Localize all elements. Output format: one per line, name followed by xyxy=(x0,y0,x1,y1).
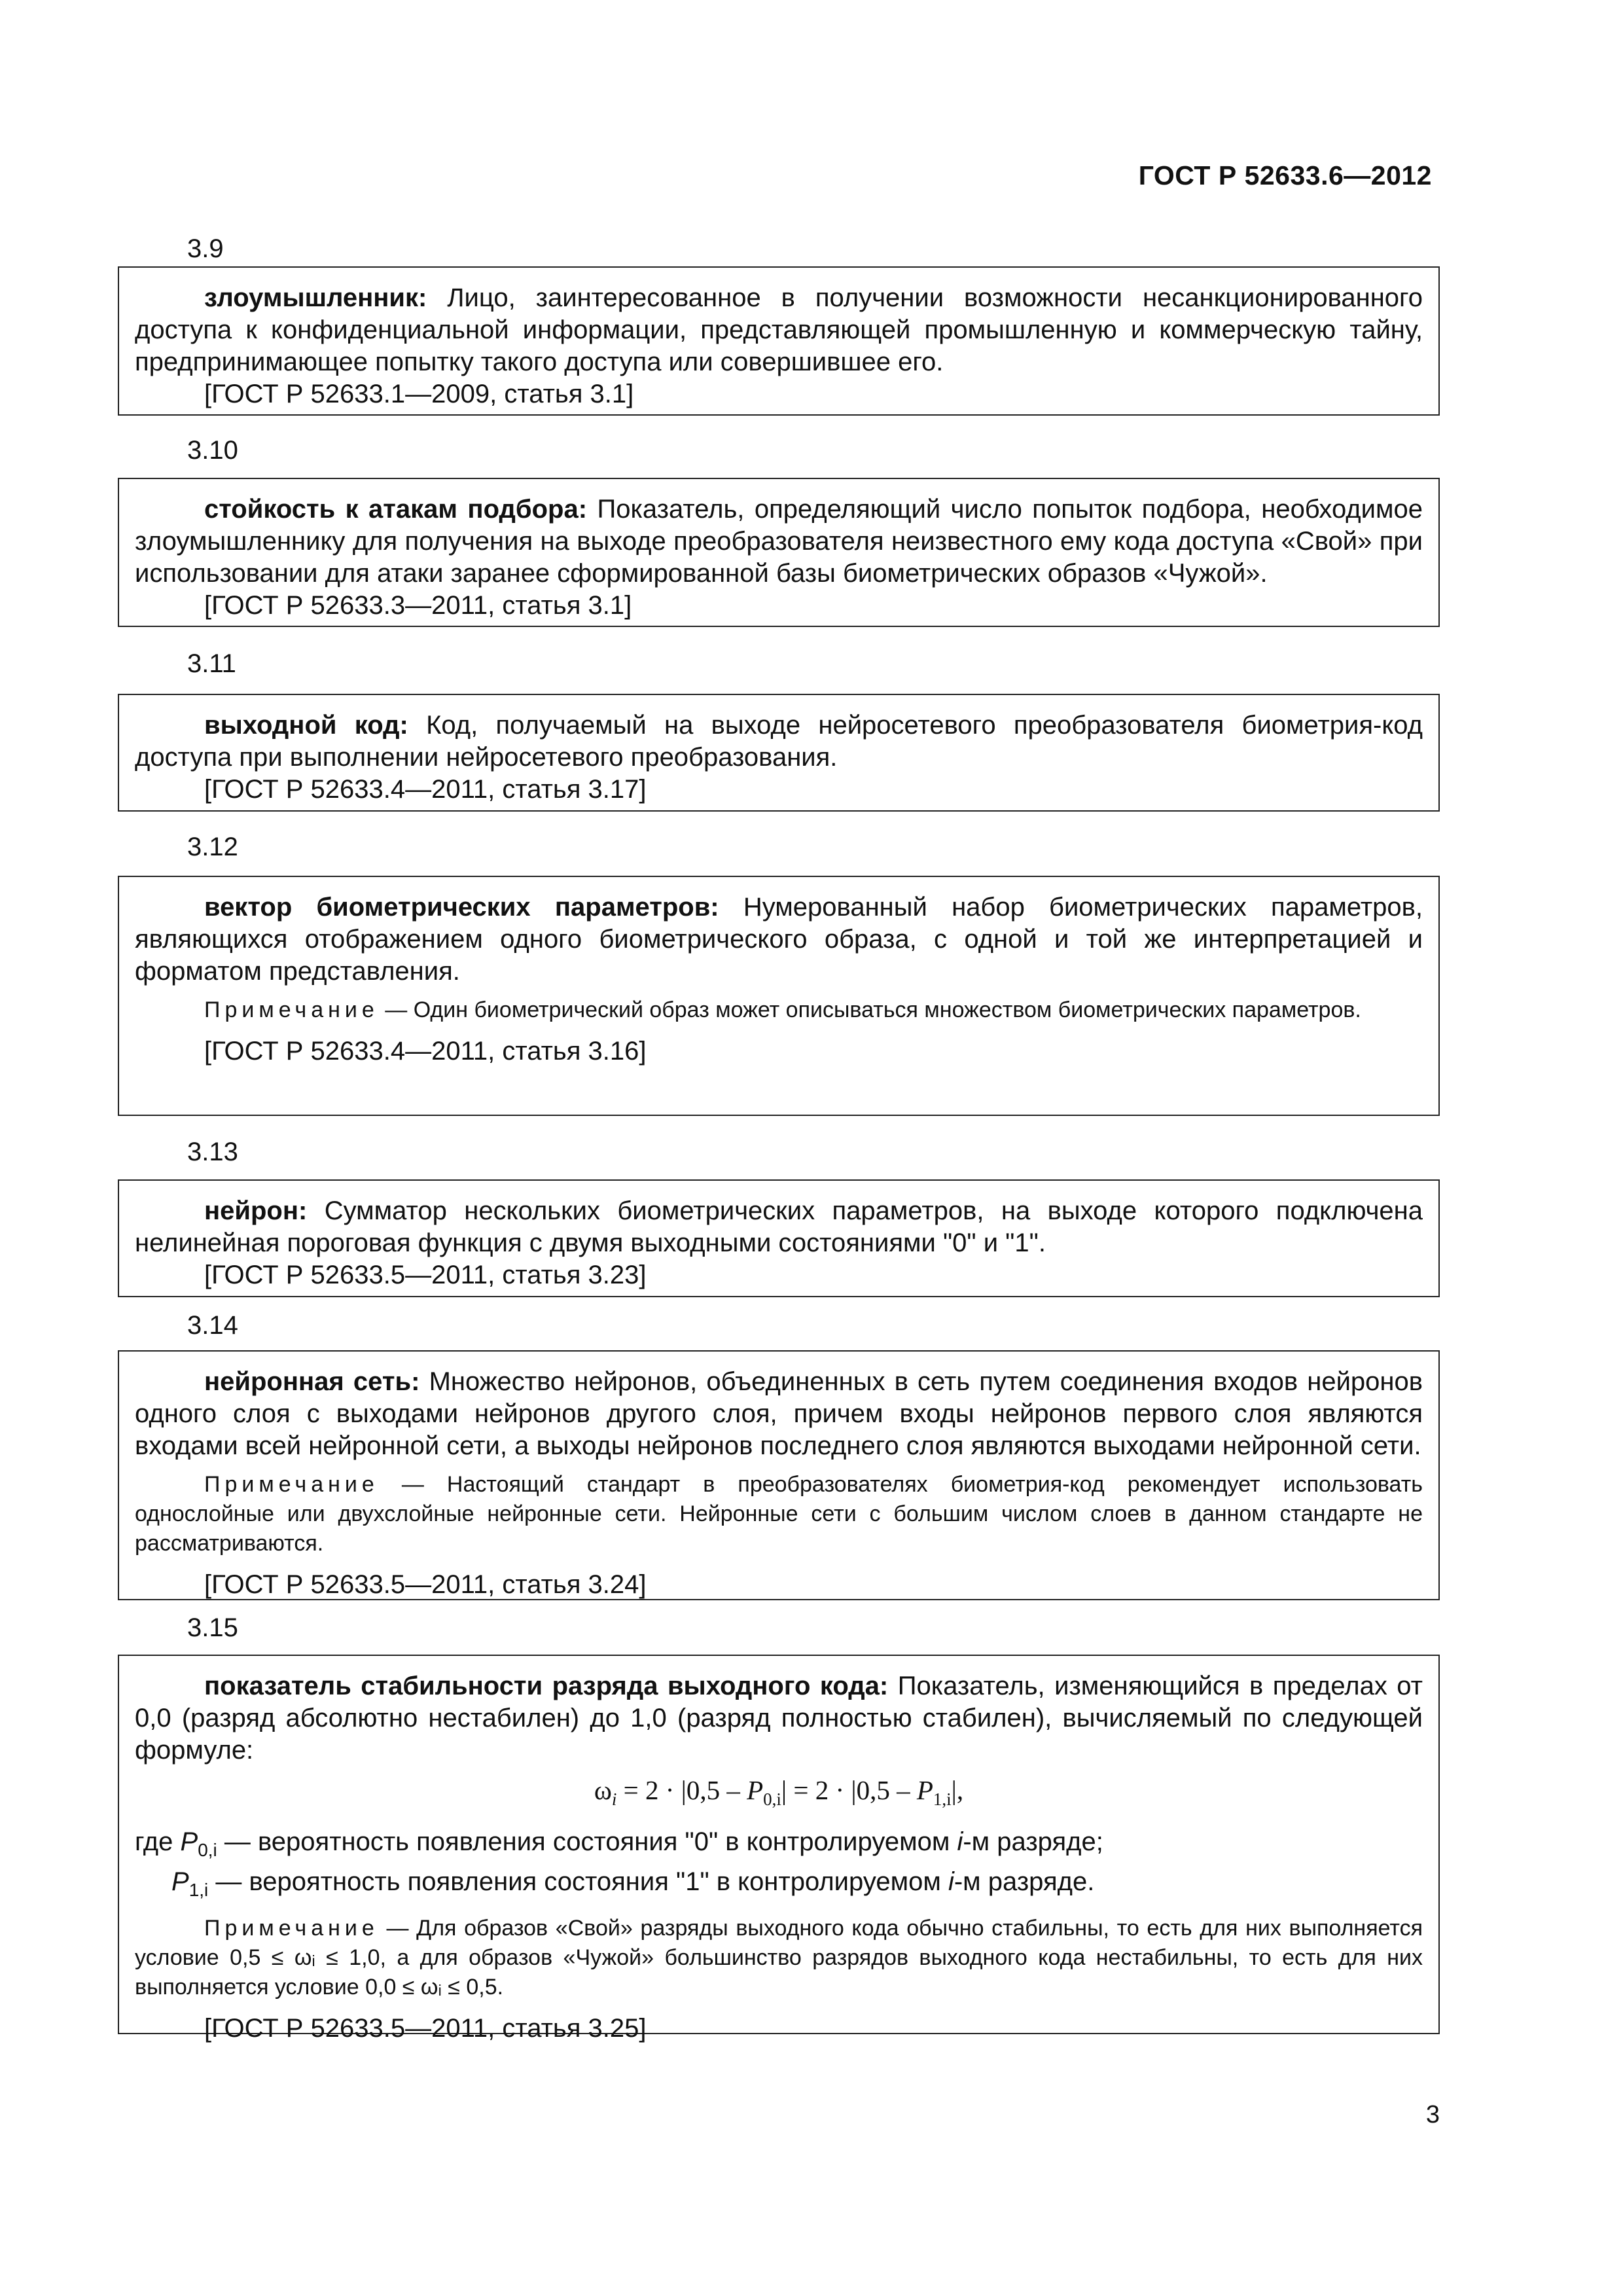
definition: Лицо, заинтересованное в получении возможности несанкционированного доступа к конфиденциальной информации, представляющей промышленную и коммерческую тайну, предпринимающее попытку такого доступа или совершившее его. xyxy=(135,283,1423,376)
definition-box xyxy=(118,266,1440,416)
where-prefix: где xyxy=(135,1827,181,1857)
definition: Код, получаемый на выходе нейросетевого преобразователя биометрия-код доступа при выполнении нейросетевого преобразования. xyxy=(135,711,1423,772)
formula-sub: 1,i xyxy=(933,1789,952,1810)
definition-box xyxy=(118,478,1440,627)
entry-number: 3.12 xyxy=(187,833,238,861)
entry-number: 3.14 xyxy=(187,1311,238,1340)
where-tail: -м разряде. xyxy=(954,1867,1095,1897)
formula-omega: ω xyxy=(594,1775,612,1805)
where-line xyxy=(135,1826,1423,1866)
formula-symbol: P xyxy=(747,1775,764,1805)
source-reference: [ГОСТ Р 52633.1—2009, статья 3.1] xyxy=(204,380,634,408)
definition-box xyxy=(118,694,1440,812)
definition-text xyxy=(135,709,1423,774)
definition-text xyxy=(135,1366,1423,1462)
definition: Сумматор нескольких биометрических параметров, на выходе которого подключена нелинейная пороговая функция с двумя выходными состояниями "0" и "1". xyxy=(135,1196,1423,1257)
formula-symbol: P xyxy=(916,1775,933,1805)
definition-box xyxy=(118,1179,1440,1297)
source-reference: [ГОСТ Р 52633.5—2011, статья 3.25] xyxy=(204,2014,647,2043)
term: злоумышленник: xyxy=(204,283,427,312)
where-sub: 0,i xyxy=(198,1840,217,1861)
definition-box xyxy=(118,1655,1440,2043)
source-reference: [ГОСТ Р 52633.3—2011, статья 3.1] xyxy=(204,591,632,620)
formula xyxy=(135,1774,1423,1816)
formula-part: |, xyxy=(951,1775,964,1805)
entry-number: 3.9 xyxy=(187,234,224,263)
definition-box xyxy=(118,876,1440,1116)
entry-number: 3.10 xyxy=(187,436,238,465)
where-tail: -м разряде; xyxy=(963,1827,1103,1857)
where-italic: i xyxy=(948,1867,954,1897)
term: вектор биометрических параметров: xyxy=(204,893,719,922)
page-number: 3 xyxy=(1425,2101,1440,2128)
definition-text xyxy=(135,891,1423,988)
note-text: — Для образов «Свой» разряды выходного кода обычно стабильны, то есть для них выполняется условие 0,5 ≤ ωᵢ ≤ 1,0, а для образов «Чужой» большинство разрядов выходного кода нестабильны, то есть для них выполняется условие 0,0 ≤ ωᵢ ≤ 0,5. xyxy=(135,1916,1423,2000)
note-label: Примечание xyxy=(204,1916,379,1941)
note-text: — Настоящий стандарт в преобразователях биометрия-код рекомендует использовать однослойные или двухслойные нейронные сети. Нейронные сети с большим числом слоев в данном стандарте не рассматриваются. xyxy=(135,1472,1423,1556)
where-line xyxy=(135,1866,1423,1906)
formula-sub: 0,i xyxy=(763,1789,781,1810)
definition: Множество нейронов, объединенных в сеть путем соединения входов нейронов одного слоя с выходами нейронов другого слоя, причем входы нейронов первого слоя являются входами всей нейронной сети, а выходы нейронов последнего слоя являются выходами нейронной сети. xyxy=(135,1367,1423,1460)
note-text: — Один биометрический образ может описываться множеством биометрических параметров. xyxy=(385,997,1361,1022)
term: нейронная сеть: xyxy=(204,1367,420,1396)
definition-box xyxy=(118,1350,1440,1600)
definition: Нумерованный набор биометрических параметров, являющихся отображением одного биометрического образа, с одной и той же интерпретацией и форматом представления. xyxy=(135,893,1423,986)
formula-part: = 2 · |0,5 – xyxy=(616,1775,747,1805)
entry-number: 3.11 xyxy=(187,649,236,678)
term: выходной код: xyxy=(204,711,408,740)
where-symbol: P xyxy=(171,1867,189,1897)
definition: Показатель, изменяющийся в пределах от 0,0 (разряд абсолютно нестабилен) до 1,0 (разряд полностью стабилен), вычисляемый по следующей формуле: xyxy=(135,1672,1423,1765)
source-reference: [ГОСТ Р 52633.4—2011, статья 3.16] xyxy=(204,1037,647,1066)
where-text: — вероятность появления состояния "1" в контролируемом xyxy=(208,1867,948,1897)
term: показатель стабильности разряда выходного кода: xyxy=(204,1672,889,1700)
source-reference: [ГОСТ Р 52633.4—2011, статья 3.17] xyxy=(204,775,647,804)
formula-sub: i xyxy=(611,1789,617,1810)
source-reference: [ГОСТ Р 52633.5—2011, статья 3.23] xyxy=(204,1261,647,1289)
definition-text xyxy=(135,1670,1423,1767)
entry-number: 3.15 xyxy=(187,1613,238,1642)
where-italic: i xyxy=(957,1827,963,1857)
formula-part: | = 2 · |0,5 – xyxy=(781,1775,917,1805)
note xyxy=(135,1470,1423,1558)
definition-text xyxy=(135,282,1423,378)
document-header: ГОСТ Р 52633.6—2012 xyxy=(1138,160,1432,190)
note-label: Примечание xyxy=(204,1472,379,1497)
term: стойкость к атакам подбора: xyxy=(204,495,588,524)
where-sub: 1,i xyxy=(188,1880,209,1901)
definition-text xyxy=(135,493,1423,590)
entry-number: 3.13 xyxy=(187,1138,238,1166)
note xyxy=(135,1914,1423,2002)
term: нейрон: xyxy=(204,1196,308,1225)
definition: Показатель, определяющий число попыток подбора, необходимое злоумышленнику для получения на выходе преобразователя неизвестного ему кода доступа «Свой» при использовании для атаки заранее сформированной базы биометрических образов «Чужой». xyxy=(135,495,1423,588)
where-text: — вероятность появления состояния "0" в контролируемом xyxy=(217,1827,957,1857)
note-label: Примечание xyxy=(204,997,379,1022)
source-reference: [ГОСТ Р 52633.5—2011, статья 3.24] xyxy=(204,1570,647,1599)
definition-text xyxy=(135,1195,1423,1259)
note xyxy=(135,996,1423,1025)
where-symbol: P xyxy=(180,1827,198,1857)
